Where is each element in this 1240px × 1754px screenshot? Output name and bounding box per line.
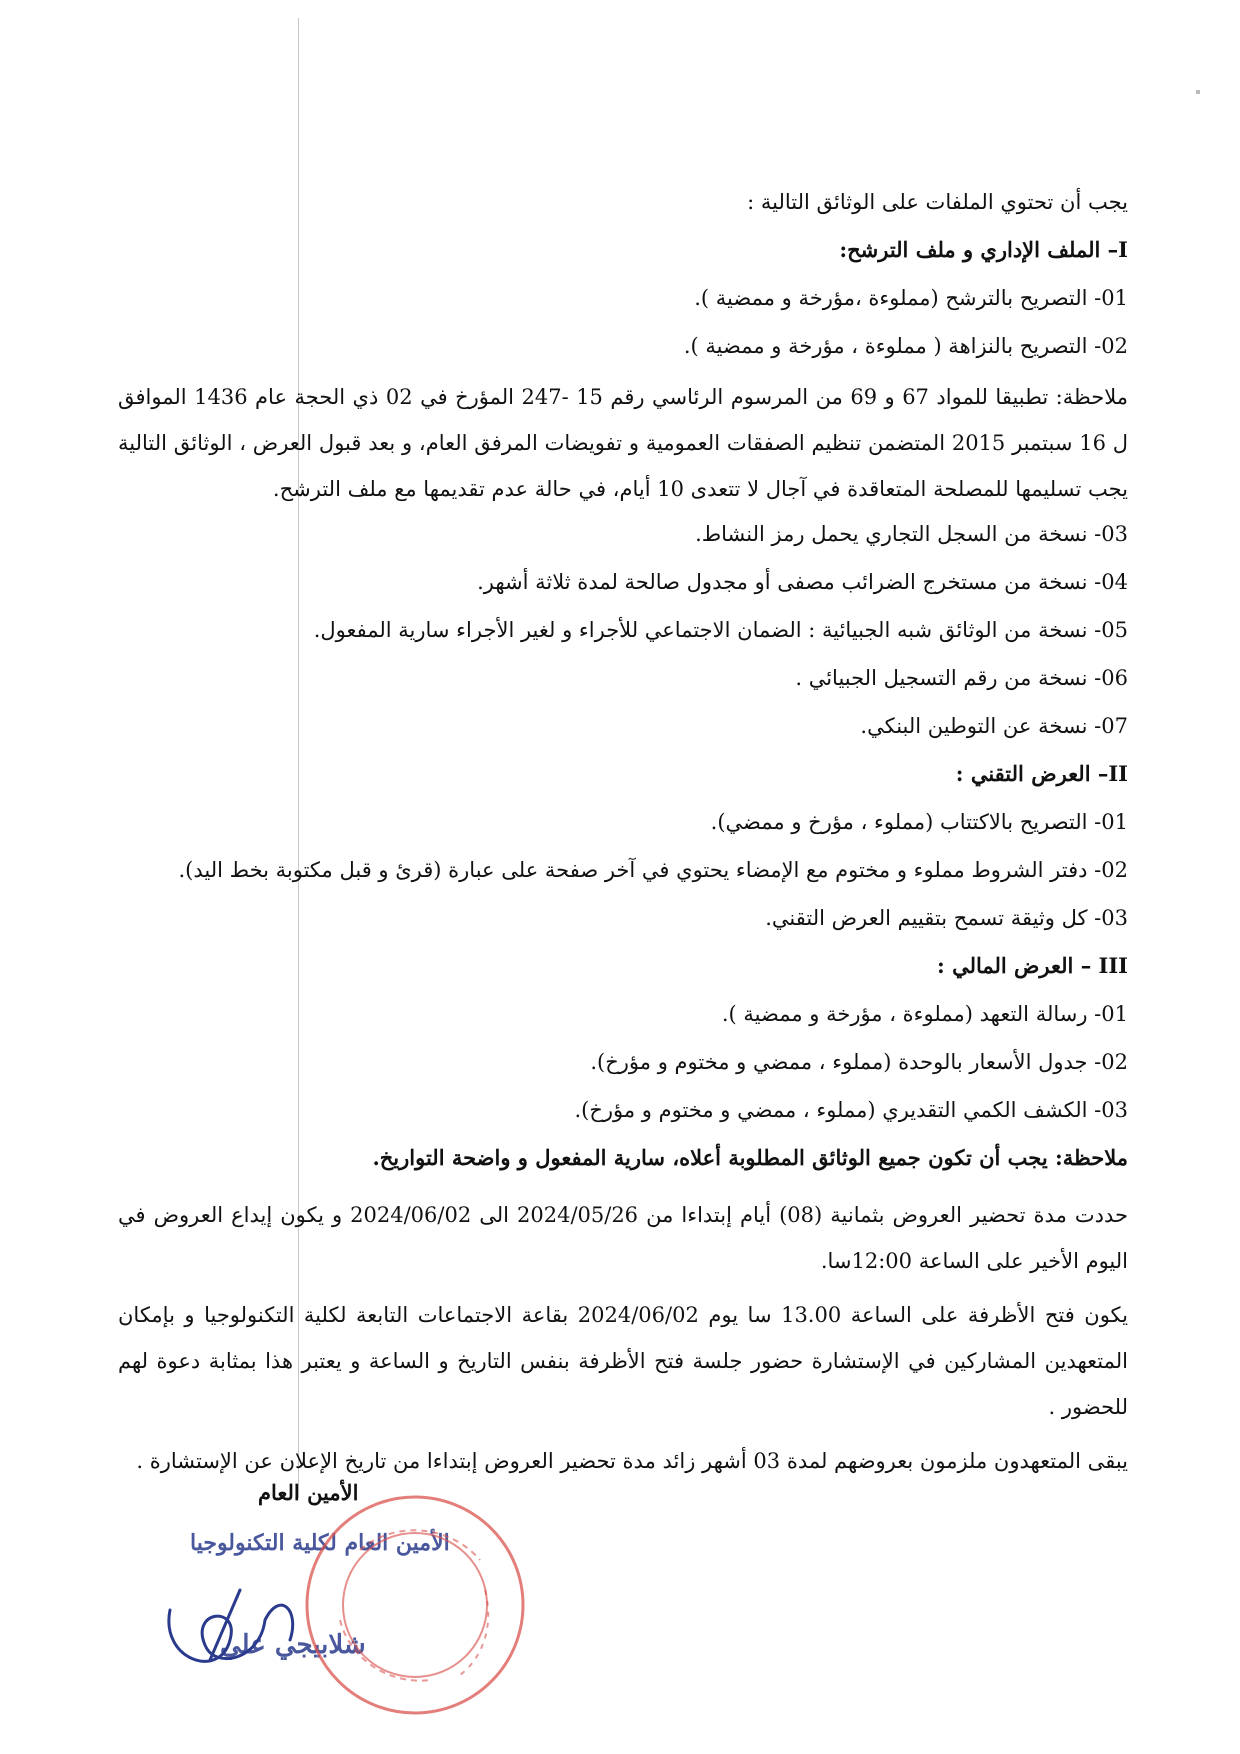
deadline-paragraph: حددت مدة تحضير العروض بثمانية (08) أيام إبتداءا من 2024/05/26 الى 2024/06/02 و يكون إيداع العروض في اليوم الأخير على الساعة 12:00سا. [118,1203,1128,1273]
section-2-heading: II– العرض التقني : [955,761,1128,786]
section-2-item-02: 02- دفتر الشروط مملوء و مختوم مع الإمضاء يحتوي في آخر صفحة على عبارة (قرئ و قبل مكتوبة بخط اليد). [178,858,1128,882]
section-3-heading: III – العرض المالي : [937,953,1128,978]
section-1-item-05: 05- نسخة من الوثائق شبه الجبيائية : الضمان الاجتماعي للأجراء و لغير الأجراء سارية المفعول. [313,618,1128,642]
round-seal-icon [300,1490,530,1720]
section-1-item-06: 06- نسخة من رقم التسجيل الجبيائي . [795,666,1128,690]
section-2-item-01: 01- التصريح بالاكتتاب (مملوء ، مؤرخ و ممضي). [710,810,1128,834]
section-3-item-02: 02- جدول الأسعار بالوحدة (مملوء ، ممضي و مختوم و مؤرخ). [590,1050,1128,1074]
final-note: ملاحظة: يجب أن تكون جميع الوثائق المطلوبة أعلاه، سارية المفعول و واضحة التواريخ. [372,1145,1128,1170]
validity-paragraph: يبقى المتعهدون ملزمون بعروضهم لمدة 03 أشهر زائد مدة تحضير العروض إبتداءا من تاريخ الإعلان عن الإستشارة . [136,1449,1128,1473]
section-1-item-07: 07- نسخة عن التوطين البنكي. [860,714,1128,738]
section-1-item-02: 02- التصريح بالنزاهة ( مملوءة ، مؤرخة و ممضية ). [683,334,1128,358]
intro-text: يجب أن تحتوي الملفات على الوثائق التالية : [747,190,1128,214]
section-2-item-03: 03- كل وثيقة تسمح بتقييم العرض التقني. [765,906,1128,930]
official-stamp-name: شلابيجي علي [220,1630,366,1660]
opening-paragraph: يكون فتح الأظرفة على الساعة 13.00 سا يوم 2024/06/02 بقاعة الاجتماعات التابعة لكلية التكنولوجيا و بإمكان المتعهدين المشاركين في الإستشارة حضور جلسة فتح الأظرفة بنفس التاريخ و الساعة و يعتبر هذا بمثابة دعوة لهم للحضور . [118,1303,1128,1419]
section-3-item-03: 03- الكشف الكمي التقديري (مملوء ، ممضي و مختوم و مؤرخ). [574,1098,1128,1122]
section-1-item-01: 01- التصريح بالترشح (مملوءة ،مؤرخة و ممضية ). [694,286,1128,310]
section-1-item-04: 04- نسخة من مستخرج الضرائب مصفى أو مجدول صالحة لمدة ثلاثة أشهر. [477,570,1128,594]
section-1-note: ملاحظة: تطبيقا للمواد 67 و 69 من المرسوم الرئاسي رقم 15 -247 المؤرخ في 02 ذي الحجة عام 1436 الموافق ل 16 سبتمبر 2015 المتضمن تنظيم الصفقات العمومية و تفويضات المرفق العام، و بعد قبول العرض ، الوثائق التالية يجب تسليمها للمصلحة المتعاقدة في آجال لا تتعدى 10 أيام، في حالة عدم تقديمها مع ملف الترشح. [118,385,1129,501]
section-1-item-03: 03- نسخة من السجل التجاري يحمل رمز النشاط. [695,522,1128,546]
section-3-item-01: 01- رسالة التعهد (مملوءة ، مؤرخة و ممضية ). [721,1002,1128,1026]
scan-mark [1196,90,1200,94]
section-1-heading: I– الملف الإداري و ملف الترشح: [839,237,1128,262]
document-body [118,188,1128,1492]
official-stamp-text: الأمين العام لكلية التكنولوجيا [190,1530,450,1556]
signature-title: الأمين العام [258,1480,359,1505]
